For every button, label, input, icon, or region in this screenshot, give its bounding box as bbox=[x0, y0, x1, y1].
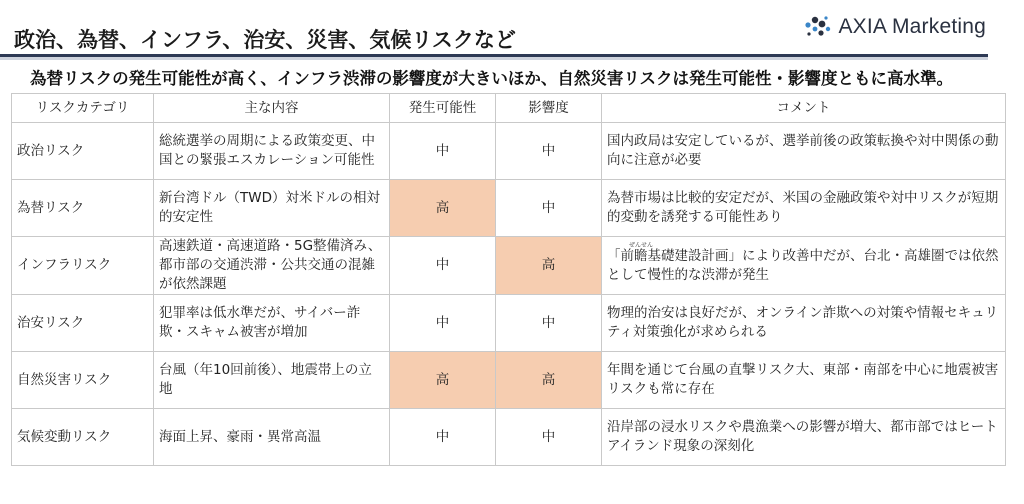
cell-impact: 高 bbox=[496, 352, 602, 409]
cell-likelihood: 中 bbox=[390, 123, 496, 180]
cell-likelihood: 高 bbox=[390, 180, 496, 237]
table-row bbox=[12, 352, 1006, 409]
table-header-row bbox=[12, 94, 1006, 123]
cell-impact: 中 bbox=[496, 123, 602, 180]
cell-comment: 国内政局は安定しているが、選挙前後の政策転換や対中関係の動向に注意が必要 bbox=[602, 123, 1006, 180]
table-row bbox=[12, 295, 1006, 352]
header-impact: 影響度 bbox=[496, 94, 602, 123]
cell-category: 治安リスク bbox=[12, 295, 154, 352]
page-title: 政治、為替、インフラ、治安、災害、気候リスクなど bbox=[14, 28, 516, 52]
cell-likelihood: 中 bbox=[390, 409, 496, 466]
cell-comment: 沿岸部の浸水リスクや農漁業への影響が増大、都市部ではヒートアイランド現象の深刻化 bbox=[602, 409, 1006, 466]
cell-category: インフラリスク bbox=[12, 237, 154, 295]
cell-content: 高速鉄道・高速道路・5G整備済み、都市部の交通渋滞・公共交通の混雑が依然課題 bbox=[154, 237, 390, 295]
header-comment: コメント bbox=[602, 94, 1006, 123]
header-content: 主な内容 bbox=[154, 94, 390, 123]
cell-category: 自然災害リスク bbox=[12, 352, 154, 409]
title-underline-shadow bbox=[0, 57, 988, 60]
cell-content: 台風（年10回前後）、地震帯上の立地 bbox=[154, 352, 390, 409]
cell-category: 為替リスク bbox=[12, 180, 154, 237]
cell-impact: 中 bbox=[496, 180, 602, 237]
cell-content: 海面上昇、豪雨・異常高温 bbox=[154, 409, 390, 466]
cell-comment bbox=[602, 237, 1006, 295]
table-row bbox=[12, 180, 1006, 237]
cell-comment: 為替市場は比較的安定だが、米国の金融政策や対中リスクが短期的変動を誘発する可能性あり bbox=[602, 180, 1006, 237]
brand-logo bbox=[804, 14, 986, 40]
cell-content: 総統選挙の周期による政策変更、中国との緊張エスカレーション可能性 bbox=[154, 123, 390, 180]
logo-text: AXIA Marketing bbox=[838, 15, 986, 38]
cell-impact: 中 bbox=[496, 409, 602, 466]
cell-impact: 高 bbox=[496, 237, 602, 295]
logo-dots-icon bbox=[804, 14, 832, 40]
cell-comment: 物理的治安は良好だが、オンライン詐欺への対策や情報セキュリティ対策強化が求められる bbox=[602, 295, 1006, 352]
risk-table bbox=[11, 93, 1006, 466]
cell-impact: 中 bbox=[496, 295, 602, 352]
cell-content: 犯罪率は低水準だが、サイバー詐欺・スキャム被害が増加 bbox=[154, 295, 390, 352]
cell-likelihood: 中 bbox=[390, 295, 496, 352]
cell-content: 新台湾ドル（TWD）対米ドルの相対的安定性 bbox=[154, 180, 390, 237]
cell-comment: 年間を通じて台風の直撃リスク大、東部・南部を中心に地震被害リスクも常に存在 bbox=[602, 352, 1006, 409]
cell-likelihood: 高 bbox=[390, 352, 496, 409]
cell-category: 気候変動リスク bbox=[12, 409, 154, 466]
table-row bbox=[12, 237, 1006, 295]
comment-ruby: ぜんせん bbox=[629, 241, 654, 249]
table-row bbox=[12, 123, 1006, 180]
cell-likelihood: 中 bbox=[390, 237, 496, 295]
header-category: リスクカテゴリ bbox=[12, 94, 154, 123]
table-row bbox=[12, 409, 1006, 466]
cell-category: 政治リスク bbox=[12, 123, 154, 180]
comment-text: 「前瞻基礎建設計画」により改善中だが、台北・高雄圏では依然として慢性的な渋滞が発生 bbox=[607, 247, 999, 283]
summary-subtitle: 為替リスクの発生可能性が高く、インフラ渋滞の影響度が大きいほか、自然災害リスクは発生可能性・影響度ともに高水準。 bbox=[30, 69, 954, 88]
header-likelihood: 発生可能性 bbox=[390, 94, 496, 123]
